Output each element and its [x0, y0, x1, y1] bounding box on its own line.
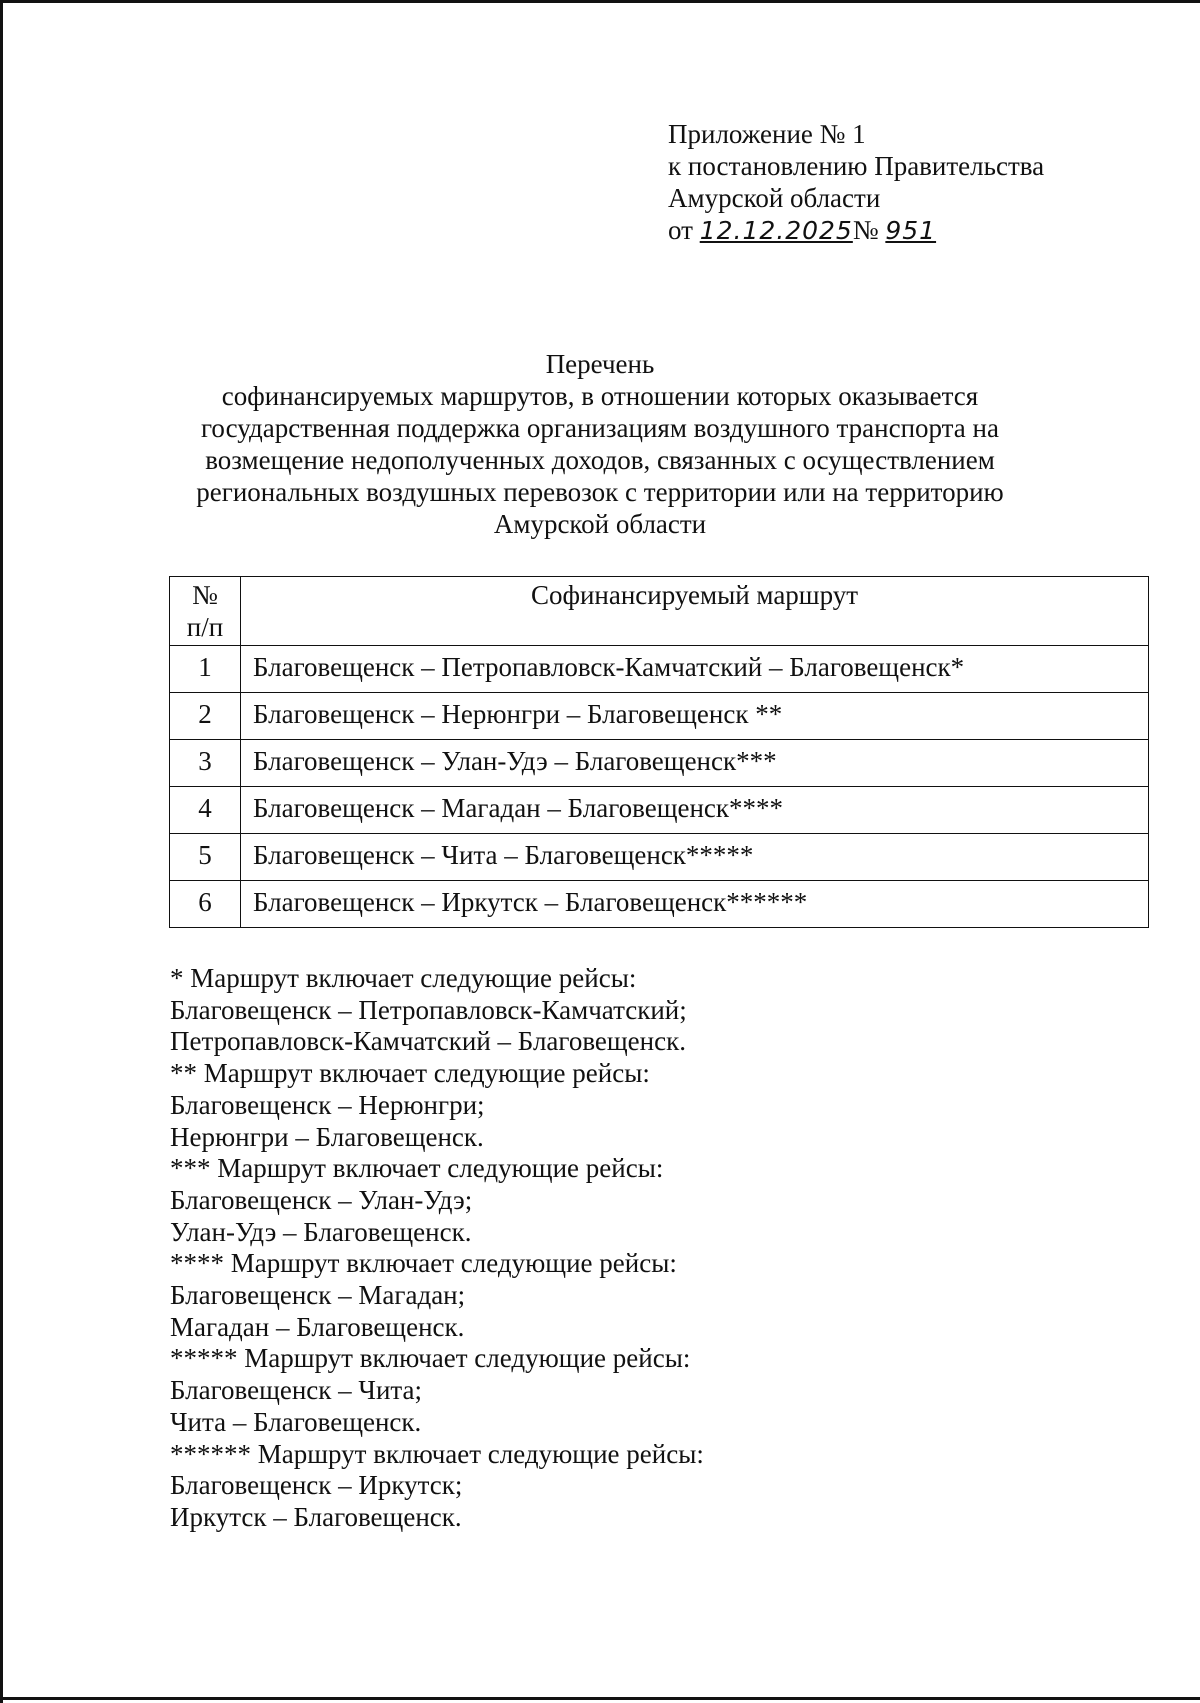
number-label: №	[852, 215, 879, 245]
footnote-line: *** Маршрут включает следующие рейсы:	[170, 1153, 664, 1184]
table-row	[170, 834, 1149, 881]
title-line-2: государственная поддержка организациям воздушного транспорта на	[201, 413, 999, 443]
table-row	[170, 740, 1149, 787]
row-route: Благовещенск – Магадан – Благовещенск****	[241, 787, 1149, 834]
header-number-pp: п/п	[186, 612, 224, 642]
footnote-line: ***** Маршрут включает следующие рейсы:	[170, 1343, 691, 1374]
footnotes	[170, 963, 1070, 1534]
handwritten-date: 12.12.2025	[699, 216, 853, 245]
header-route: Софинансируемый маршрут	[241, 577, 1149, 646]
date-prefix: от	[668, 215, 693, 245]
footnote-line: Благовещенск – Иркутск;	[170, 1470, 463, 1501]
row-route: Благовещенск – Петропавловск-Камчатский – Благовещенск*	[241, 646, 1149, 693]
title-line-3: возмещение недополученных доходов, связанных с осуществлением	[205, 445, 995, 475]
row-route: Благовещенск – Улан-Удэ – Благовещенск***	[241, 740, 1149, 787]
footnote-line: **** Маршрут включает следующие рейсы:	[170, 1248, 677, 1279]
table-row	[170, 881, 1149, 928]
routes-table	[169, 576, 1149, 928]
footnote-line: Нерюнгри – Благовещенск.	[170, 1121, 484, 1152]
row-number: 4	[170, 787, 241, 834]
scan-border-top	[0, 0, 1200, 3]
footnote-line: Иркутск – Благовещенск.	[170, 1501, 462, 1532]
document-title	[160, 348, 1040, 540]
footnote-line: Благовещенск – Магадан;	[170, 1280, 466, 1311]
footnote-line: * Маршрут включает следующие рейсы:	[170, 963, 637, 993]
table-row	[170, 787, 1149, 834]
footnote-line: Благовещенск – Нерюнгри;	[170, 1089, 485, 1120]
scan-border-left	[0, 0, 3, 1703]
row-route: Благовещенск – Нерюнгри – Благовещенск **	[241, 693, 1149, 740]
title-heading: Перечень	[545, 349, 655, 379]
footnote-line: ** Маршрут включает следующие рейсы:	[170, 1058, 650, 1089]
row-number: 6	[170, 881, 241, 928]
title-line-4: региональных воздушных перевозок с территории или на территорию	[196, 477, 1004, 507]
appendix-line-1: Приложение № 1	[668, 119, 866, 149]
scan-border-bottom	[0, 1697, 1200, 1700]
appendix-line-3: Амурской области	[668, 183, 881, 213]
header-number	[170, 577, 241, 646]
row-route: Благовещенск – Иркутск – Благовещенск******	[241, 881, 1149, 928]
title-line-1: софинансируемых маршрутов, в отношении которых оказывается	[221, 381, 979, 411]
table-header-row	[170, 577, 1149, 646]
row-number: 1	[170, 646, 241, 693]
row-number: 2	[170, 693, 241, 740]
footnote-line: Магадан – Благовещенск.	[170, 1311, 465, 1342]
header-number-symbol: №	[192, 580, 218, 610]
footnote-line: Благовещенск – Улан-Удэ;	[170, 1184, 473, 1215]
footnote-line: Петропавловск-Камчатский – Благовещенск.	[170, 1026, 686, 1057]
footnote-line: Благовещенск – Чита;	[170, 1375, 423, 1406]
title-line-5: Амурской области	[493, 509, 707, 539]
appendix-line-2: к постановлению Правительства	[668, 151, 1045, 181]
row-number: 3	[170, 740, 241, 787]
row-number: 5	[170, 834, 241, 881]
footnote-line: Чита – Благовещенск.	[170, 1406, 422, 1437]
footnote-line: Улан-Удэ – Благовещенск.	[170, 1216, 472, 1247]
table-row	[170, 646, 1149, 693]
table-row	[170, 693, 1149, 740]
footnote-line: ****** Маршрут включает следующие рейсы:	[170, 1438, 704, 1469]
appendix-block	[668, 118, 1168, 247]
appendix-date-line	[668, 214, 1168, 247]
row-route: Благовещенск – Чита – Благовещенск*****	[241, 834, 1149, 881]
footnote-line: Благовещенск – Петропавловск-Камчатский;	[170, 994, 687, 1025]
handwritten-number: 951	[885, 216, 937, 245]
